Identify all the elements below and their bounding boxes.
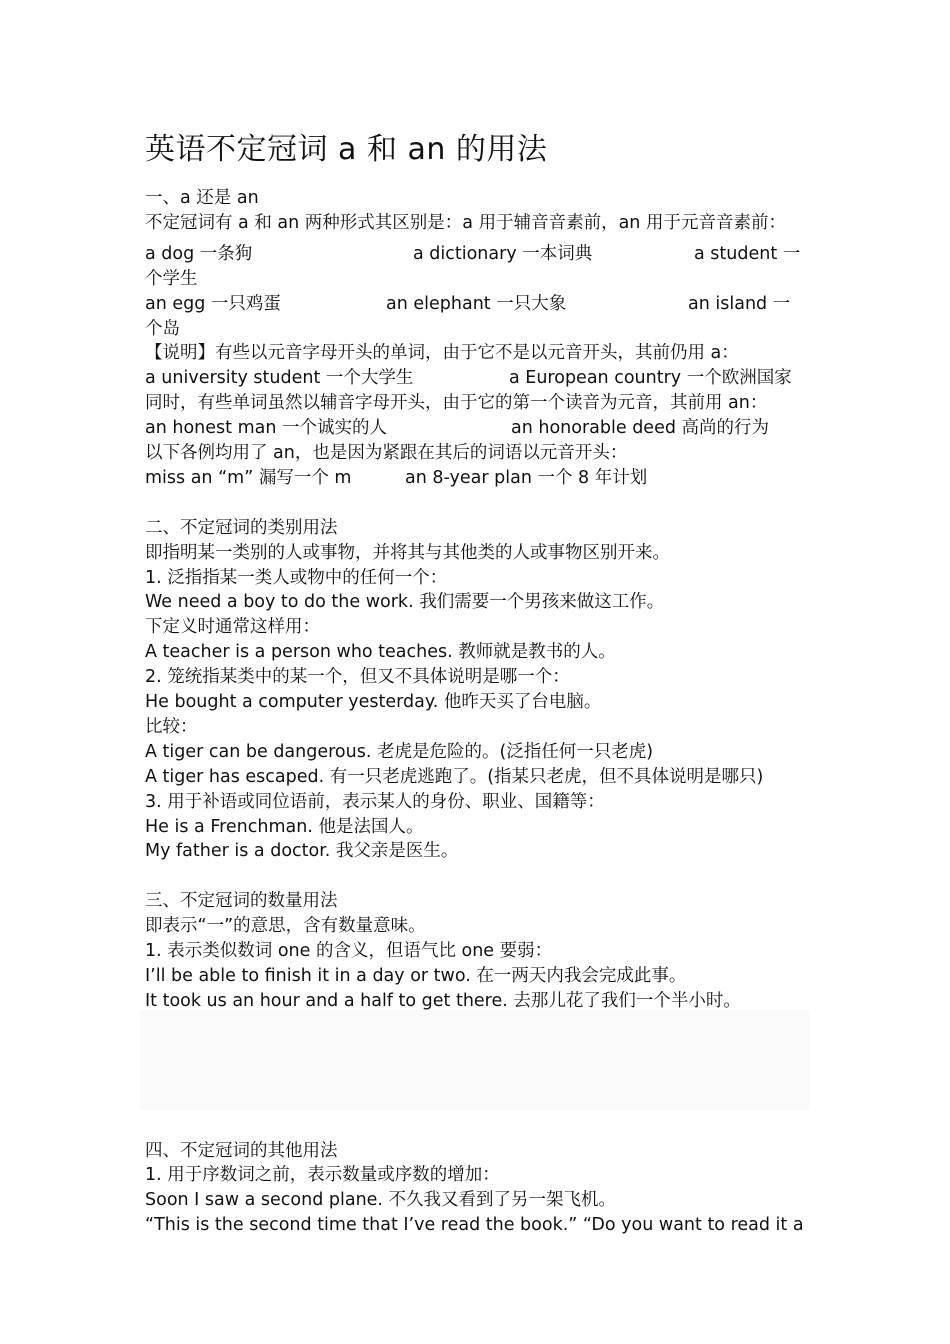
example-honest-man: an honest man 一个诚实的人: [145, 418, 388, 439]
section-4-line: “This is the second time that I’ve read the book.” “Do you want to read it a: [145, 1215, 804, 1236]
spacer: [145, 1014, 810, 1089]
document-body: [145, 130, 810, 1238]
note-3-examples: [145, 466, 810, 491]
section-2-line: My father is a doctor. 我父亲是医生。: [145, 841, 459, 862]
note-2: 同时，有些单词虽然以辅音字母开头，由于它的第一个读音为元音，其前用 an：: [145, 393, 768, 414]
spacer: [145, 1089, 810, 1114]
example-an-egg: an egg 一只鸡蛋: [145, 293, 281, 314]
example-an-elephant: an elephant 一只大象: [386, 293, 567, 314]
section-2-line: 3. 用于补语或同位语前，表示某人的身份、职业、国籍等：: [145, 791, 605, 812]
example-a-dictionary: a dictionary 一本词典: [413, 243, 593, 264]
section-3-line: It took us an hour and a half to get there. 去那儿花了我们一个半小时。: [145, 990, 741, 1011]
example-row-2-continued: 个岛: [145, 318, 180, 339]
example-honorable-deed: an honorable deed 高尚的行为: [511, 418, 770, 439]
section-2-heading: 二、不定冠词的类别用法: [145, 517, 338, 538]
section-2-line: We need a boy to do the work. 我们需要一个男孩来做这工作。: [145, 592, 665, 613]
spacer: [145, 1114, 810, 1139]
section-2-line: He bought a computer yesterday. 他昨天买了台电脑。: [145, 692, 602, 713]
page-title: 英语不定冠词 a 和 an 的用法: [145, 132, 548, 167]
section-2-line: A tiger can be dangerous. 老虎是危险的。(泛指任何一只老虎): [145, 741, 654, 762]
section-2-line: He is a Frenchman. 他是法国人。: [145, 816, 424, 837]
section-3-line: 1. 表示类似数词 one 的含义，但语气比 one 要弱：: [145, 941, 553, 962]
example-row-1-continued: 个学生: [145, 268, 198, 289]
section-4-line: 1. 用于序数词之前，表示数量或序数的增加：: [145, 1165, 500, 1186]
note-1-examples: [145, 366, 810, 391]
example-university-student: a university student 一个大学生: [145, 368, 414, 389]
section-4-heading: 四、不定冠词的其他用法: [145, 1140, 338, 1161]
section-3-line: 即表示“一”的意思，含有数量意味。: [145, 916, 426, 937]
example-a-dog: a dog 一条狗: [145, 243, 253, 264]
example-a-student: a student 一: [694, 243, 801, 264]
section-2-line: 2. 笼统指某类中的某一个，但又不具体说明是哪一个：: [145, 667, 570, 688]
spacer: [145, 491, 810, 516]
example-8-year-plan: an 8-year plan 一个 8 年计划: [405, 467, 648, 488]
section-1-heading: 一、a 还是 an: [145, 188, 259, 208]
example-row-2: [145, 292, 810, 317]
section-2-line: 比较：: [145, 716, 198, 737]
section-1-intro: 不定冠词有 a 和 an 两种形式其区别是：a 用于辅音音素前，an 用于元音音素前：: [145, 212, 786, 233]
example-european-country: a European country 一个欧洲国家: [509, 368, 792, 389]
section-2-line: A teacher is a person who teaches. 教师就是教书的人。: [145, 642, 616, 663]
section-2-line: 下定义时通常这样用：: [145, 617, 320, 638]
section-3-heading: 三、不定冠词的数量用法: [145, 891, 338, 912]
section-3-line: I’ll be able to finish it in a day or two. 在一两天内我会完成此事。: [145, 965, 687, 986]
section-2-line: 即指明某一类别的人或事物，并将其与其他类的人或事物区别开来。: [145, 542, 670, 563]
example-an-island: an island 一: [688, 293, 791, 314]
spacer: [145, 864, 810, 889]
section-4-line: Soon I saw a second plane. 不久我又看到了另一架飞机。: [145, 1190, 617, 1211]
note-1: 【说明】有些以元音字母开头的单词，由于它不是以元音开头，其前仍用 a：: [145, 343, 739, 364]
example-miss-an-m: miss an “m” 漏写一个 m: [145, 467, 352, 488]
note-2-examples: [145, 416, 810, 441]
example-row-1: [145, 242, 810, 267]
section-2-line: 1. 泛指指某一类人或物中的任何一个：: [145, 567, 448, 588]
note-3: 以下各例均用了 an，也是因为紧跟在其后的词语以元音开头：: [145, 443, 628, 463]
section-2-line: A tiger has escaped. 有一只老虎逃跑了。(指某只老虎，但不具体说明是哪只): [145, 766, 764, 787]
